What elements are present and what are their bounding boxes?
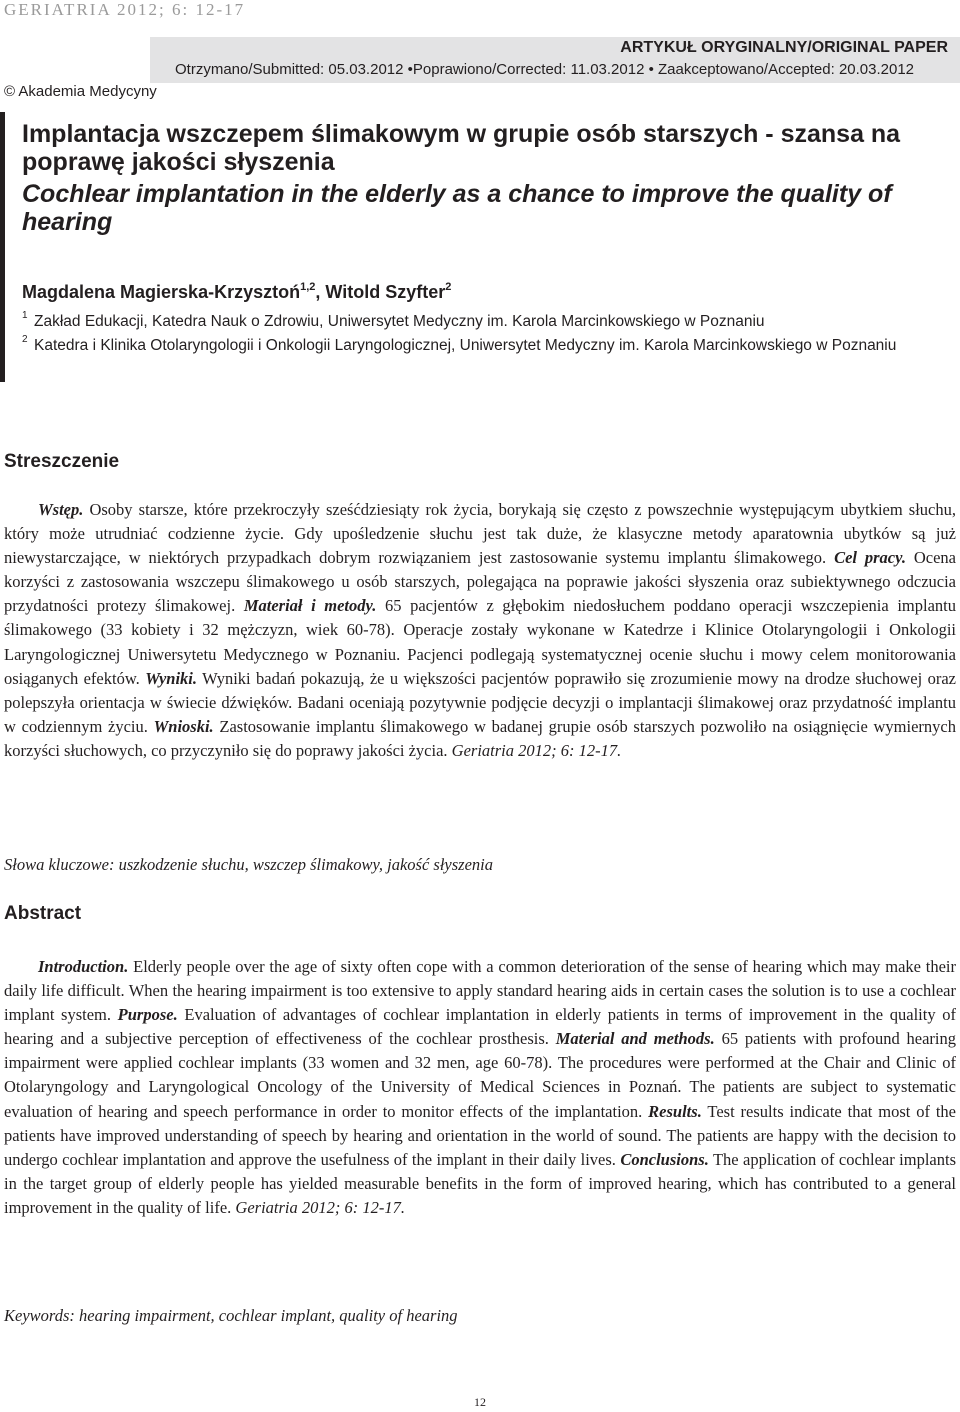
keywords-english: Keywords: hearing impairment, cochlear implant, quality of hearing (4, 1306, 458, 1325)
paragraph-text: Osoby starsze, które przekroczyły sześćdziesiąty rok życia, borykają się często z powszechnie występującym ubytkiem słuchu, który może utrudniać codzienne życie. Gdy upośledzenie słuchu jest tak duże, że klasyczne metody aparatownia ubytków są już niewystarczające, w niektórych przypadkach dobrym rozwiązaniem jest zastosowanie systemu implantu ślimakowego. (4, 500, 956, 568)
paragraph-text: Wyniki badań pokazują, że u większości pacjentów poprawiło się zrozumienie mowy na drodze słuchowej oraz polepszyła orientacja w świecie dźwięków. Badani oceniają pozytywnie podjęcie decyzji o implantacji ślimakowej oraz przydatność implantu w codziennym życiu. (4, 668, 956, 736)
author-list (22, 282, 451, 303)
lead-label: Material and methods. (555, 1029, 715, 1049)
lead-label: Wnioski. (153, 716, 214, 736)
copyright-notice: © Akademia Medycyny (4, 83, 157, 100)
lead-label: Conclusions. (620, 1149, 709, 1169)
lead-label: Wyniki. (145, 668, 198, 688)
submission-dates: Otrzymano/Submitted: 05.03.2012 •Poprawiono/Corrected: 11.03.2012 • Zaakceptowano/Accepted: 20.03.2012 (175, 61, 915, 78)
paragraph-text: 65 pacjentów z głębokim niedosłuchem poddano operacji wszczepienia implantu ślimakowego (33 kobiety i 32 mężczyzn, wiek 60-78). Operacje zostały wykonane w Katedrze i Klinice Otolaryngologii i Onkologii Laryngologicznej Uniwersytetu Medycznego w Poznaniu. Pacjenci podlegają systematycznej ocenie słuchu i mowy celem monitorowania osiąganych efektów. (4, 596, 956, 688)
affiliation-number: 1 (22, 310, 28, 321)
paragraph-text: Ocena korzyści z zastosowania wszczepu ślimakowego u osób starszych, polegająca na poprawie jakości słyszenia oraz subiektywnego odczucia przydatności protezy ślimakowej. (4, 548, 957, 616)
author-affiliation-sup: 1,2 (300, 281, 316, 293)
page-number: 12 (474, 1395, 486, 1409)
article-type-label: ARTYKUŁ ORYGINALNY/ORIGINAL PAPER (620, 39, 948, 56)
journal-citation-header: GERIATRIA 2012; 6: 12-17 (4, 0, 246, 19)
paragraph-text: Test results indicate that most of the patients have improved understanding of speech by hearing and orientation in the world of sound. The patients are happy with the decision to undergo cochlear implantation and approve the usefulness of the implant in their daily lives. (4, 1101, 956, 1169)
lead-label: Materiał i metody. (243, 596, 377, 616)
lead-label: Introduction. (38, 957, 129, 976)
title-polish: Implantacja wszczepem ślimakowym w grupie osób starszych - szansa na poprawę jakości słyszenia (22, 120, 901, 176)
affiliation-2 (22, 334, 942, 358)
journal-citation: Geriatria 2012; 6: 12-17. (235, 1197, 405, 1217)
lead-label: Cel pracy. (834, 548, 906, 568)
section-heading-streszczenie: Streszczenie (4, 451, 120, 472)
lead-label: Purpose. (117, 1005, 178, 1025)
paragraph-text: Zastosowanie implantu ślimakowego w badanej grupie osób starszych pozwoliło na osiągnięcie wymiernych korzyści słuchowych, co przyczyniło się do poprawy jakości życia. (4, 716, 956, 760)
abstract-body-polish (4, 498, 956, 763)
journal-citation: Geriatria 2012; 6: 12-17. (451, 740, 622, 760)
author-name: Witold Szyfter (325, 282, 446, 302)
title-rule-divider (0, 112, 5, 382)
lead-label: Results. (648, 1101, 702, 1121)
keywords-polish: Słowa kluczowe: uszkodzenie słuchu, wszczep ślimakowy, jakość słyszenia (4, 855, 493, 874)
title-english: Cochlear implantation in the elderly as a chance to improve the quality of hearing (22, 180, 892, 236)
article-info-bar (150, 37, 960, 83)
paragraph-text: Elderly people over the age of sixty often cope with a common deterioration of the sense of hearing which may make their daily life difficult. When the hearing impairment is too extensive to apply standard hearing aids in certain cases the solution is to use a cochlear implant system. (4, 957, 956, 1025)
title-block (0, 112, 960, 382)
paragraph-text: Evaluation of advantages of cochlear implantation in elderly patients in terms of improvement in the quality of hearing and a subjective perception of effectiveness of the cochlear prosthesis. (4, 1005, 956, 1049)
paragraph-text: The application of cochlear implants in the target group of elderly people has yielded measurable benefits in the form of improved hearing, which has contributed to a general improvement in the quality of life. (4, 1149, 956, 1217)
paragraph-text: 65 patients with profound hearing impairment were applied cochlear implants (33 women and 32 men, age 60-78). The procedures were performed at the Chair and Clinic of Otolaryngology and Laryngological Oncology of the University of Medical Sciences in Poznań. The patients are subject to systematic evaluation of hearing and speech performance in order to monitor effects of the implantation. (4, 1029, 957, 1121)
author-name: Magdalena Magierska-Krzysztoń (22, 282, 301, 302)
abstract-body-english (4, 955, 956, 1220)
affiliation-number: 2 (22, 334, 28, 345)
affiliation-1 (22, 310, 952, 334)
author-affiliation-sup: 2 (445, 281, 452, 293)
affiliation-text: Katedra i Klinika Otolaryngologii i Onkologii Laryngologicznej, Uniwersytet Medyczny im. Karola Marcinkowskiego w Poznaniu (34, 337, 897, 354)
abstract-paragraph-english (4, 955, 956, 1220)
author-separator: , (315, 282, 326, 302)
section-heading-abstract: Abstract (4, 903, 82, 924)
lead-label: Wstęp. (38, 500, 84, 519)
affiliation-text: Zakład Edukacji, Katedra Nauk o Zdrowiu, Uniwersytet Medyczny im. Karola Marcinkowskiego w Poznaniu (34, 313, 765, 330)
abstract-paragraph-polish (4, 498, 956, 763)
